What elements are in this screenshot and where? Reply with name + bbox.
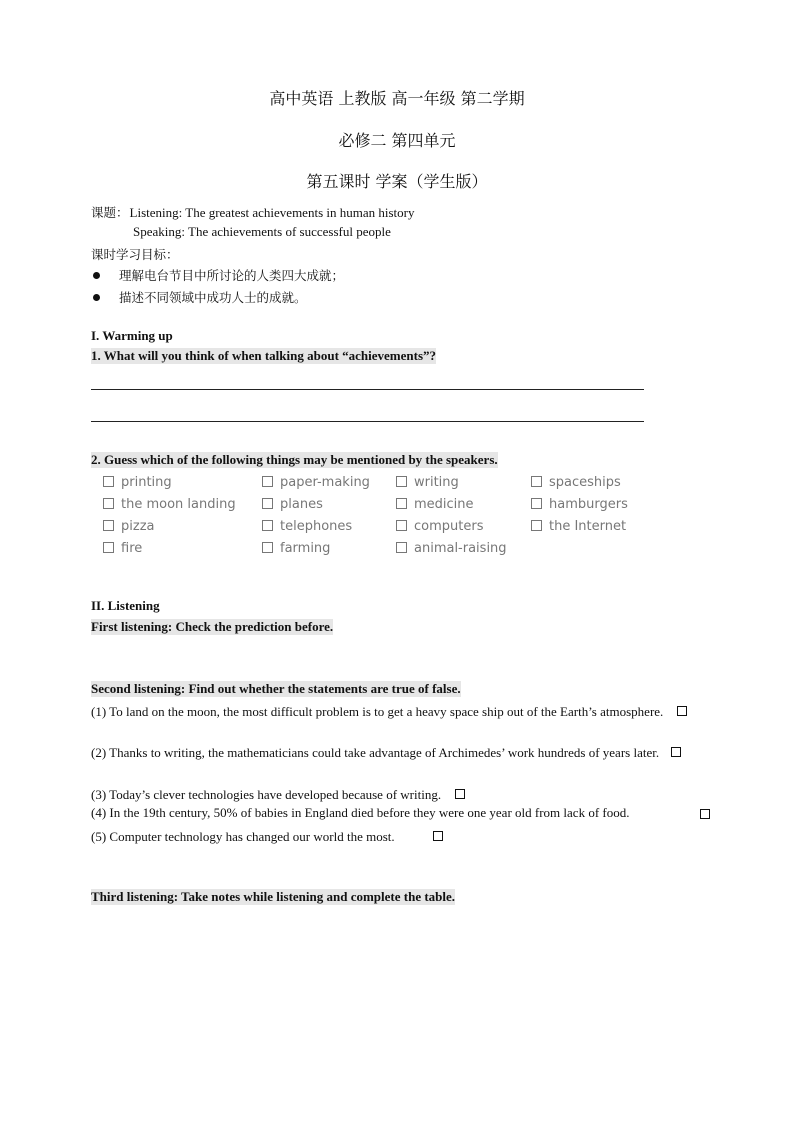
goal-item: 理解电台节目中所讨论的人类四大成就； xyxy=(93,266,344,284)
option-animal-raising[interactable]: animal-raising xyxy=(396,541,507,556)
checkbox-icon[interactable] xyxy=(262,520,273,531)
statement-5: (5) Computer technology has changed our world the most. xyxy=(91,826,703,847)
bullet-icon xyxy=(93,272,100,279)
goal-item: 描述不同领域中成功人士的成就。 xyxy=(93,288,307,306)
option-internet[interactable]: the Internet xyxy=(531,519,626,534)
checkbox-icon[interactable] xyxy=(531,476,542,487)
statement-2: (2) Thanks to writing, the mathematicians could take advantage of Archimedes’ work hundreds of years later. xyxy=(91,742,703,763)
section-heading-warming: I. Warming up xyxy=(91,328,173,343)
checkbox-icon[interactable] xyxy=(103,476,114,487)
checkbox-icon[interactable] xyxy=(531,498,542,509)
option-printing[interactable]: printing xyxy=(103,475,172,490)
doc-title: 高中英语 上教版 高一年级 第二学期 xyxy=(269,89,525,108)
checkbox-icon[interactable] xyxy=(455,789,465,799)
checkbox-icon[interactable] xyxy=(700,809,710,819)
third-listening: Third listening: Take notes while listening and complete the table. xyxy=(91,889,456,904)
checkbox-icon[interactable] xyxy=(531,520,542,531)
topic-row-listening xyxy=(91,203,414,222)
doc-subtitle: 必修二 第四单元 xyxy=(338,131,456,150)
option-farming[interactable]: farming xyxy=(262,541,330,556)
checkbox-icon[interactable] xyxy=(433,831,443,841)
section-heading-listening: II. Listening xyxy=(91,598,160,613)
checkbox-icon[interactable] xyxy=(396,498,407,509)
checkbox-icon[interactable] xyxy=(396,476,407,487)
checkbox-icon[interactable] xyxy=(262,498,273,509)
checkbox-icon[interactable] xyxy=(671,747,681,757)
topic-speaking: Speaking: The achievements of successful people xyxy=(133,224,391,239)
goals-label: 课时学习目标： xyxy=(91,247,179,262)
checkbox-icon[interactable] xyxy=(262,476,273,487)
second-listening: Second listening: Find out whether the statements are true of false. xyxy=(91,681,461,696)
option-writing[interactable]: writing xyxy=(396,475,459,490)
statement-3: (3) Today’s clever technologies have developed because of writing. xyxy=(91,784,703,805)
first-listening: First listening: Check the prediction before. xyxy=(91,619,334,634)
option-hamburgers[interactable]: hamburgers xyxy=(531,497,628,512)
doc-lesson-title: 第五课时 学案（学生版） xyxy=(306,172,488,191)
option-moon-landing[interactable]: the moon landing xyxy=(103,497,236,512)
checkbox-icon[interactable] xyxy=(103,498,114,509)
topic-listening: Listening: The greatest achievements in human history xyxy=(129,205,415,220)
option-pizza[interactable]: pizza xyxy=(103,519,154,534)
option-fire[interactable]: fire xyxy=(103,541,142,556)
question-2: 2. Guess which of the following things may be mentioned by the speakers. xyxy=(91,452,498,467)
topic-label: 课题： xyxy=(91,205,129,220)
checkbox-icon[interactable] xyxy=(396,542,407,553)
checkbox-icon[interactable] xyxy=(103,542,114,553)
answer-line xyxy=(91,421,644,422)
option-paper-making[interactable]: paper-making xyxy=(262,475,370,490)
option-planes[interactable]: planes xyxy=(262,497,323,512)
option-telephones[interactable]: telephones xyxy=(262,519,352,534)
checkbox-icon[interactable] xyxy=(103,520,114,531)
statement-1: (1) To land on the moon, the most difficult problem is to get a heavy space ship out of the Earth’s atmosphere. xyxy=(91,701,703,722)
bullet-icon xyxy=(93,294,100,301)
checkbox-icon[interactable] xyxy=(396,520,407,531)
statement-4: (4) In the 19th century, 50% of babies in England died before they were one year old from lack of food. xyxy=(91,805,630,820)
option-spaceships[interactable]: spaceships xyxy=(531,475,621,490)
option-medicine[interactable]: medicine xyxy=(396,497,474,512)
question-1: 1. What will you think of when talking about “achievements”? xyxy=(91,348,437,363)
checkbox-icon[interactable] xyxy=(677,706,687,716)
option-computers[interactable]: computers xyxy=(396,519,483,534)
checkbox-icon[interactable] xyxy=(262,542,273,553)
answer-line xyxy=(91,389,644,390)
